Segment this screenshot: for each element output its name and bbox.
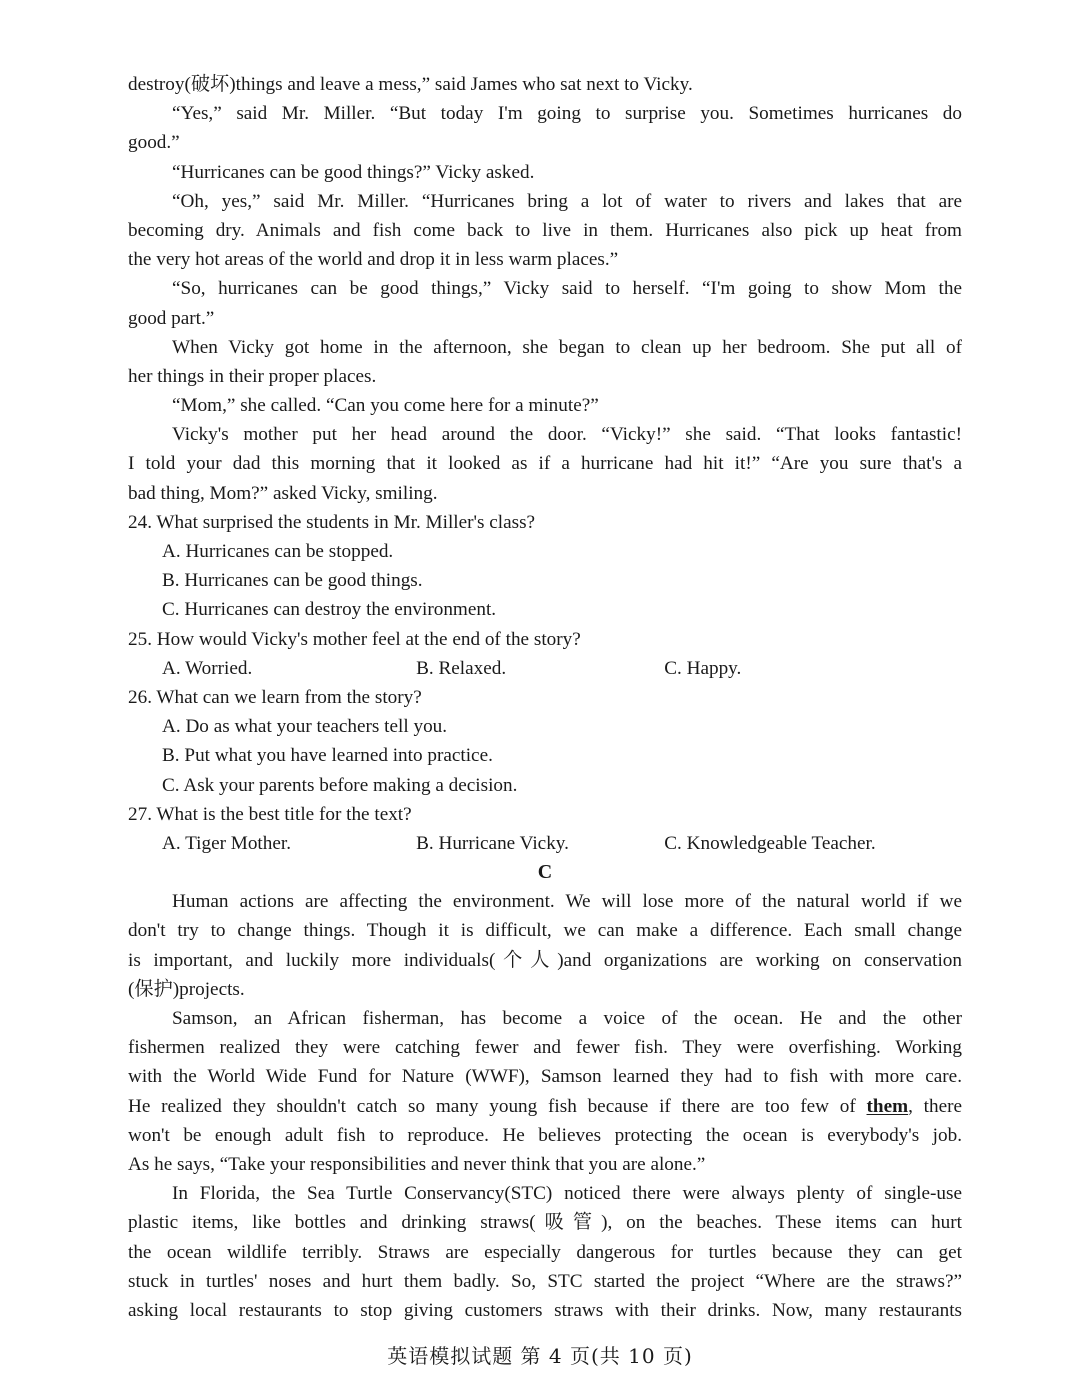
text-line	[128, 1092, 962, 1121]
option-c: C. Ask your parents before making a decision.	[162, 774, 518, 796]
question-24	[128, 508, 962, 625]
text-line: the ocean wildlife terribly. Straws are especially dangerous for turtles because they can get	[128, 1241, 962, 1263]
options-row	[128, 829, 962, 858]
text-line: When Vicky got home in the afternoon, she began to clean up her bedroom. She put all of	[172, 336, 962, 358]
text-line: fishermen realized they were catching fewer and fewer fish. They were overfishing. Working	[128, 1037, 962, 1059]
text-line: good part.”	[128, 307, 215, 329]
option-a: A. Do as what your teachers tell you.	[162, 716, 448, 738]
text-line: plastic items, like bottles and drinking straws(吸管), on the beaches. These items can hurt	[128, 1212, 962, 1234]
option-c: C. Hurricanes can destroy the environment.	[162, 599, 497, 621]
section-c-paragraph-1	[128, 887, 962, 1004]
text-line: “Hurricanes can be good things?” Vicky asked.	[172, 161, 535, 183]
text-line: Human actions are affecting the environment. We will lose more of the natural world if we	[172, 891, 962, 913]
text-line: becoming dry. Animals and fish come back to live in them. Hurricanes also pick up heat from	[128, 219, 962, 241]
question-stem: 27. What is the best title for the text?	[128, 803, 412, 825]
option-b: B. Hurricanes can be good things.	[162, 570, 423, 592]
text-line: “Mom,” she called. “Can you come here for a minute?”	[172, 395, 599, 417]
exam-page	[128, 70, 962, 1325]
question-stem: 26. What can we learn from the story?	[128, 686, 422, 708]
question-26	[128, 683, 962, 800]
page-footer: 英语模拟试题 第 4 页(共 10 页)	[387, 1344, 693, 1368]
section-c-paragraph-2	[128, 1004, 962, 1179]
option-b: B. Put what you have learned into practice.	[162, 745, 493, 767]
passage-b-continuation	[128, 70, 962, 508]
section-title: C	[537, 861, 553, 884]
question-stem: 24. What surprised the students in Mr. Miller's class?	[128, 511, 536, 533]
text-line: the very hot areas of the world and drop it in less warm places.”	[128, 249, 619, 271]
option-c: C. Happy.	[664, 657, 742, 679]
text-line: good.”	[128, 132, 180, 154]
text-segment: He realized they shouldn't catch so many young fish because if there are too few of	[128, 1095, 867, 1117]
text-line: asking local restaurants to stop giving customers straws with their drinks. Now, many restaurants	[128, 1299, 962, 1321]
text-segment: , there	[908, 1095, 962, 1117]
question-stem: 25. How would Vicky's mother feel at the end of the story?	[128, 628, 581, 650]
text-line: I told your dad this morning that it looked as if a hurricane had hit it!” “Are you sure that's a	[128, 453, 962, 475]
question-25	[128, 625, 962, 683]
text-line: bad thing, Mom?” asked Vicky, smiling.	[128, 482, 438, 504]
option-a: A. Tiger Mother.	[162, 832, 291, 854]
text-line: Samson, an African fisherman, has become a voice of the ocean. He and the other	[172, 1008, 962, 1029]
text-line: Vicky's mother put her head around the door. “Vicky!” she said. “That looks fantastic!	[172, 424, 962, 446]
emphasized-word: them	[866, 1095, 909, 1117]
text-line: “Oh, yes,” said Mr. Miller. “Hurricanes bring a lot of water to rivers and lakes that are	[172, 190, 962, 212]
text-line: with the World Wide Fund for Nature (WWF), Samson learned they had to fish with more care.	[128, 1066, 962, 1088]
text-line: destroy(破坏)things and leave a mess,” said James who sat next to Vicky.	[128, 74, 693, 95]
text-line: As he says, “Take your responsibilities and never think that you are alone.”	[128, 1153, 706, 1175]
text-line: is important, and luckily more individuals(个人)and organizations are working on conservation	[128, 949, 962, 971]
text-line: stuck in turtles' noses and hurt them badly. So, STC started the project “Where are the straws?”	[128, 1270, 962, 1292]
option-a: A. Worried.	[162, 657, 253, 679]
text-line: “Yes,” said Mr. Miller. “But today I'm going to surprise you. Sometimes hurricanes do	[172, 103, 962, 125]
option-b: B. Relaxed.	[416, 657, 507, 679]
text-line: (保护)projects.	[128, 978, 245, 1000]
text-line: her things in their proper places.	[128, 365, 377, 387]
text-line: don't try to change things. Though it is difficult, we can make a difference. Each small change	[128, 920, 962, 942]
options-row	[128, 654, 962, 683]
option-c: C. Knowledgeable Teacher.	[664, 832, 876, 854]
text-line: won't be enough adult fish to reproduce. He believes protecting the ocean is everybody's job.	[128, 1124, 962, 1146]
question-27	[128, 800, 962, 858]
option-a: A. Hurricanes can be stopped.	[162, 541, 394, 562]
section-c-paragraph-3	[128, 1179, 962, 1325]
option-b: B. Hurricane Vicky.	[416, 832, 569, 854]
text-line: “So, hurricanes can be good things,” Vicky said to herself. “I'm going to show Mom the	[172, 278, 962, 300]
text-line: In Florida, the Sea Turtle Conservancy(STC) noticed there were always plenty of single-use	[172, 1183, 962, 1205]
